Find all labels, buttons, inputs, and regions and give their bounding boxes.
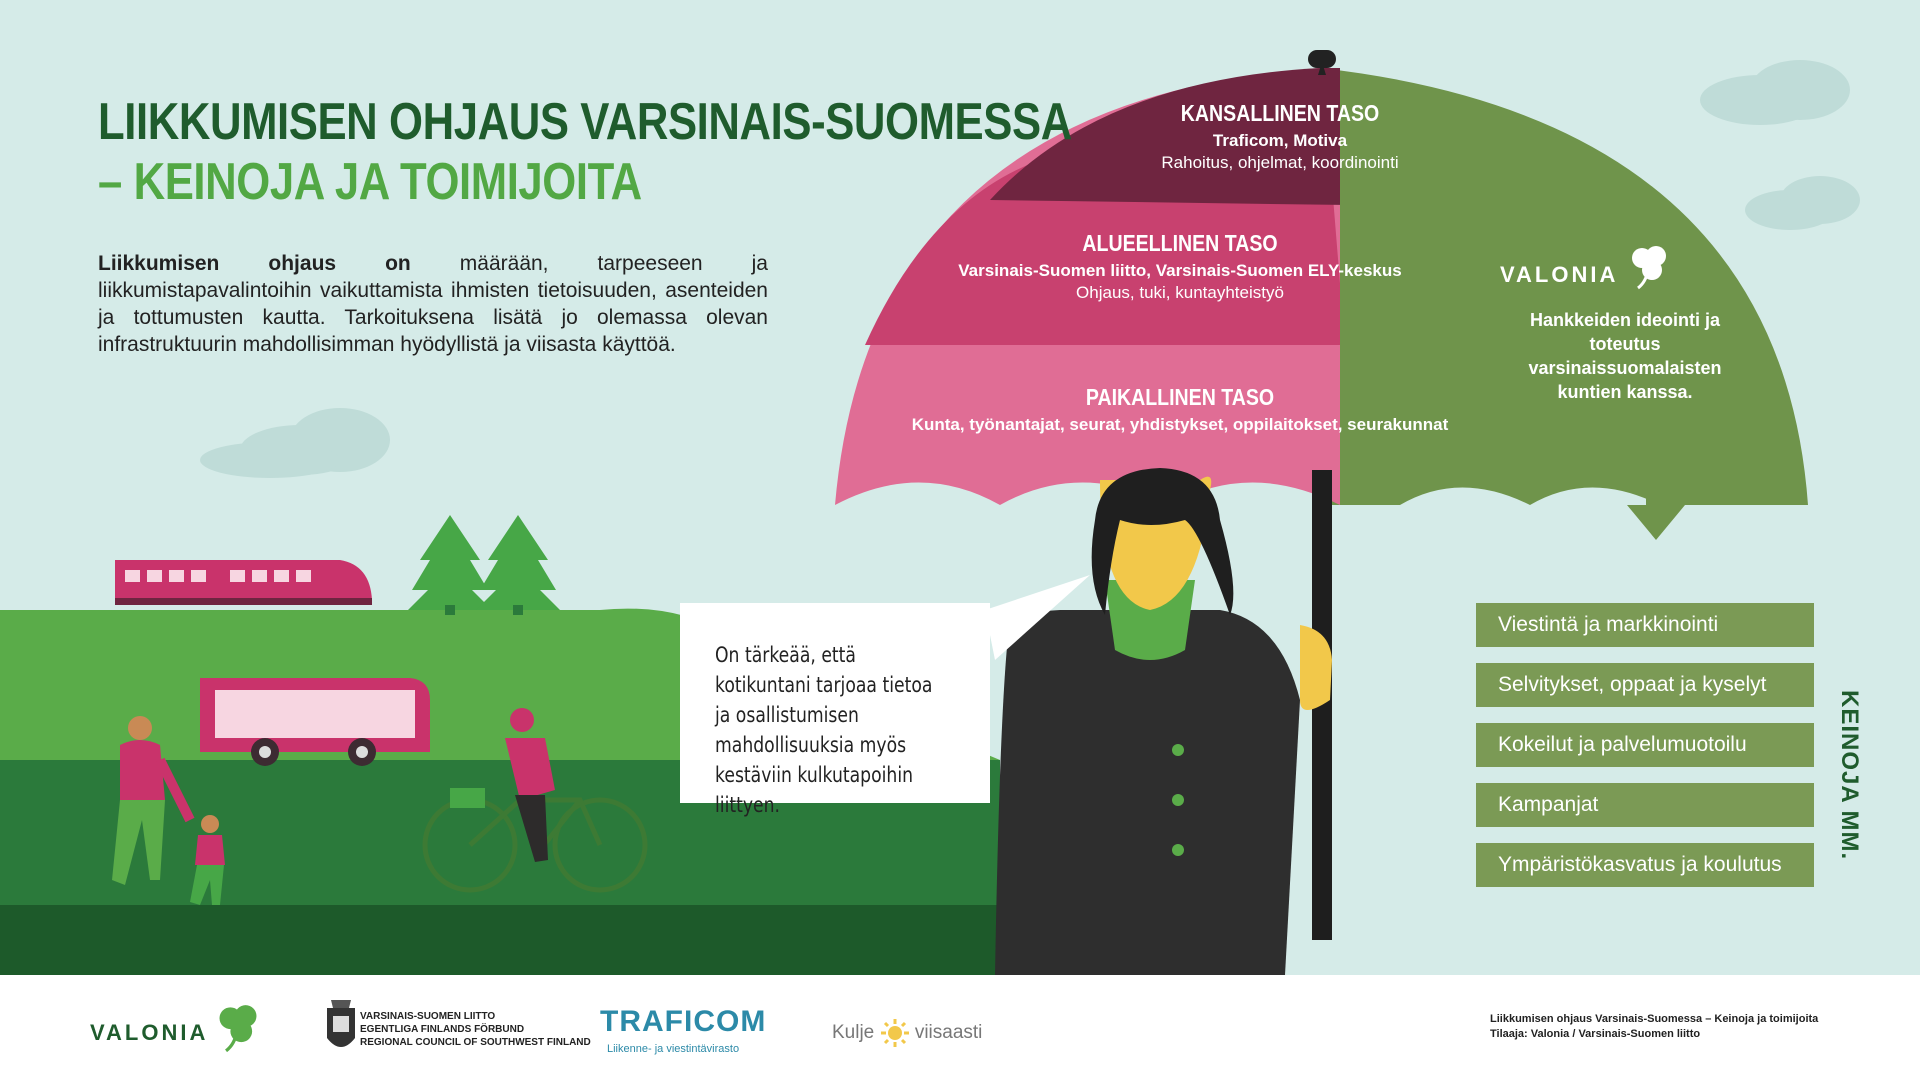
method-item: Kampanjat — [1476, 783, 1814, 827]
method-item: Selvitykset, oppaat ja kyselyt — [1476, 663, 1814, 707]
method-item: Ympäristökasvatus ja koulutus — [1476, 843, 1814, 887]
tier-heading: KANSALLINEN TASO — [1180, 100, 1380, 126]
tier-regional — [920, 230, 1440, 303]
tier-description: Ohjaus, tuki, kuntayhteistyö — [1076, 283, 1284, 302]
tier-local — [880, 384, 1480, 435]
speech-text: On tärkeää, että kotikuntani tarjoaa tietoa ja osallistumisen mahdollisuuksia myös kestäviin kulkutapoihin liittyen. — [715, 643, 933, 817]
vsl-logo-text: VARSINAIS-SUOMEN LIITTO EGENTLIGA FINLANDS FÖRBUND REGIONAL COUNCIL OF SOUTHWEST FINLAND — [360, 1011, 591, 1048]
methods-label: KEINOJA MM. — [1836, 690, 1863, 861]
method-item: Viestintä ja markkinointi — [1476, 603, 1814, 647]
page-subtitle: – KEINOJA JA TOIMIJOITA — [98, 153, 642, 211]
intro-body: määrään, tarpeeseen ja liikkumistapavalintoihin vaikuttamista ihmisten tietoisuuden, asenteiden ja tottumusten kautta. Tarkoituksena lisätä jo olemassa olevan infrastruktuurin mahdollisimman hyödyllistä ja viisasta käyttöä. — [98, 252, 768, 356]
valonia-description: Hankkeiden ideointi ja toteutus varsinaissuomalaisten kuntien kanssa. — [1528, 310, 1722, 402]
clover-icon — [1628, 244, 1670, 290]
valonia-logo-text: VALONIA — [1500, 262, 1619, 287]
kulje-viisaasti-logo — [832, 1018, 982, 1048]
kulje-word: Kulje — [832, 1022, 875, 1044]
sun-icon — [880, 1018, 910, 1048]
tier-actors: Kunta, työnantajat, seurat, yhdistykset, oppilaitokset, seurakunnat — [911, 415, 1449, 434]
train-icon — [115, 560, 372, 605]
credit-text — [1490, 1012, 1818, 1042]
tier-description: Rahoitus, ohjelmat, koordinointi — [1161, 153, 1399, 172]
method-item: Kokeilut ja palvelumuotoilu — [1476, 723, 1814, 767]
tier-heading: ALUEELLINEN TASO — [1082, 230, 1278, 256]
footer-valonia-logo: VALONIA — [90, 1020, 209, 1045]
tier-actors: Traficom, Motiva — [1212, 131, 1348, 150]
tier-actors: Varsinais-Suomen liitto, Varsinais-Suomen ELY-keskus — [958, 261, 1402, 280]
credit-line-1: Liikkumisen ohjaus Varsinais-Suomessa – Keinoja ja toimijoita — [1490, 1013, 1819, 1025]
traficom-logo: TRAFICOM — [600, 1005, 767, 1038]
intro-lead: Liikkumisen ohjaus on — [98, 252, 411, 275]
traficom-subtitle: Liikenne- ja viestintävirasto — [607, 1043, 740, 1055]
tier-national — [1100, 100, 1460, 173]
credit-line-2: Tilaaja: Valonia / Varsinais-Suomen liitto — [1490, 1028, 1701, 1040]
tier-heading: PAIKALLINEN TASO — [1085, 384, 1275, 410]
page-title: LIIKKUMISEN OHJAUS VARSINAIS-SUOMESSA — [98, 93, 1072, 151]
coat-of-arms-icon — [325, 998, 357, 1056]
clover-icon — [215, 1003, 261, 1053]
viisaasti-word: viisaasti — [914, 1022, 983, 1044]
intro-text — [98, 250, 768, 358]
